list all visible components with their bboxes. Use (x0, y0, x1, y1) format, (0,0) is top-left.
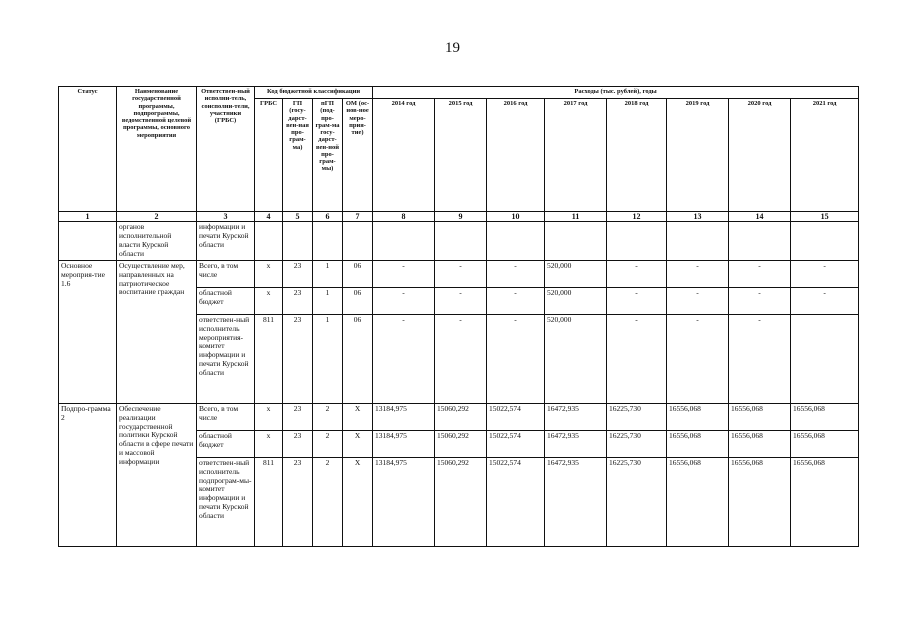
status-cell (59, 222, 117, 260)
value-cell: 13184,975 (373, 457, 435, 546)
value-cell: 13184,975 (373, 430, 435, 457)
om-cell: Х (343, 457, 373, 546)
column-number: 2 (117, 212, 197, 222)
gp-cell: 23 (283, 287, 313, 314)
header-om: ОМ (ос-нов-ное меро-прия-тие) (343, 99, 373, 212)
grbs-cell (255, 222, 283, 260)
column-number: 1 (59, 212, 117, 222)
pgp-cell: 2 (313, 430, 343, 457)
value-cell: - (373, 260, 435, 287)
value-cell: 15060,292 (435, 403, 487, 430)
gp-cell (283, 222, 313, 260)
value-cell: 15022,574 (487, 403, 545, 430)
gp-cell: 23 (283, 430, 313, 457)
value-cell: 16225,730 (607, 457, 667, 546)
value-cell: 16472,935 (545, 403, 607, 430)
header-expenses: Расходы (тыс. рублей), годы (373, 87, 859, 99)
pgp-cell: 1 (313, 314, 343, 403)
value-cell (791, 222, 859, 260)
value-cell (373, 222, 435, 260)
om-cell: 06 (343, 314, 373, 403)
column-number: 7 (343, 212, 373, 222)
value-cell: 16225,730 (607, 430, 667, 457)
value-cell: 16556,068 (791, 457, 859, 546)
value-cell: 520,000 (545, 314, 607, 403)
grbs-cell: х (255, 287, 283, 314)
column-number: 6 (313, 212, 343, 222)
header-grbs: ГРБС (255, 99, 283, 212)
header-budget-code: Код бюджетной классификации (255, 87, 373, 99)
om-cell: Х (343, 403, 373, 430)
header-year: 2021 год (791, 99, 859, 212)
grbs-cell: х (255, 260, 283, 287)
header-year: 2019 год (667, 99, 729, 212)
responsible-cell: Всего, в том числе (197, 403, 255, 430)
value-cell: - (487, 314, 545, 403)
om-cell: 06 (343, 260, 373, 287)
responsible-cell: Всего, в том числе (197, 260, 255, 287)
value-cell (435, 222, 487, 260)
header-year: 2015 год (435, 99, 487, 212)
value-cell: - (791, 287, 859, 314)
column-number: 3 (197, 212, 255, 222)
value-cell: - (729, 287, 791, 314)
value-cell: - (435, 260, 487, 287)
page-number: 19 (445, 40, 460, 56)
name-cell: органов исполнительной власти Курской области (117, 222, 197, 260)
budget-table (58, 86, 859, 547)
header-gp: ГП (госу-дарст-вен-ная про-грам-ма) (283, 99, 313, 212)
responsible-cell: областной бюджет (197, 430, 255, 457)
header-pgp: пГП (под-про-грам-ма госу-дарст-вен-ной про-грам-мы) (313, 99, 343, 212)
header-year: 2017 год (545, 99, 607, 212)
column-number: 10 (487, 212, 545, 222)
column-number: 5 (283, 212, 313, 222)
table-row (59, 403, 859, 430)
grbs-cell: 811 (255, 314, 283, 403)
pgp-cell: 2 (313, 457, 343, 546)
header-responsible: Ответствен-ный исполни-тель, соисполни-тели, участники (ГРБС) (197, 87, 255, 212)
value-cell: - (487, 287, 545, 314)
value-cell (791, 314, 859, 403)
header-year: 2016 год (487, 99, 545, 212)
header-year: 2020 год (729, 99, 791, 212)
value-cell: 16225,730 (607, 403, 667, 430)
value-cell: - (667, 314, 729, 403)
value-cell (667, 222, 729, 260)
status-cell: Основное мероприя-тие 1.6 (59, 260, 117, 403)
value-cell: 16556,068 (791, 403, 859, 430)
value-cell: - (607, 287, 667, 314)
value-cell: - (667, 260, 729, 287)
value-cell (545, 222, 607, 260)
value-cell: - (607, 260, 667, 287)
table-row (59, 260, 859, 287)
value-cell: 520,000 (545, 260, 607, 287)
column-number: 13 (667, 212, 729, 222)
column-number: 4 (255, 212, 283, 222)
om-cell: Х (343, 430, 373, 457)
responsible-cell: ответствен-ный исполнитель мероприятия-комитет информации и печати Курской области (197, 314, 255, 403)
value-cell (729, 222, 791, 260)
value-cell: - (435, 287, 487, 314)
value-cell (607, 222, 667, 260)
value-cell: 16556,068 (667, 457, 729, 546)
value-cell: 16556,068 (667, 403, 729, 430)
gp-cell: 23 (283, 260, 313, 287)
value-cell: 16472,935 (545, 457, 607, 546)
column-number: 12 (607, 212, 667, 222)
responsible-cell: ответствен-ный исполнитель подпрограм-мы-комитет информации и печати Курской области (197, 457, 255, 546)
value-cell: - (729, 260, 791, 287)
column-number: 14 (729, 212, 791, 222)
pgp-cell: 2 (313, 403, 343, 430)
pgp-cell: 1 (313, 287, 343, 314)
value-cell: 16472,935 (545, 430, 607, 457)
value-cell: 16556,068 (791, 430, 859, 457)
grbs-cell: 811 (255, 457, 283, 546)
value-cell: 15060,292 (435, 430, 487, 457)
value-cell: 16556,068 (729, 403, 791, 430)
responsible-cell: областной бюджет (197, 287, 255, 314)
om-cell: 06 (343, 287, 373, 314)
name-cell: Осуществление мер, направленных на патриотическое воспитание граждан (117, 260, 197, 403)
column-number: 9 (435, 212, 487, 222)
gp-cell: 23 (283, 457, 313, 546)
value-cell: 520,000 (545, 287, 607, 314)
status-cell: Подпро-грамма 2 (59, 403, 117, 546)
value-cell: 15022,574 (487, 457, 545, 546)
value-cell: 13184,975 (373, 403, 435, 430)
column-number: 11 (545, 212, 607, 222)
responsible-cell: информации и печати Курской области (197, 222, 255, 260)
value-cell: 16556,068 (667, 430, 729, 457)
header-year: 2018 год (607, 99, 667, 212)
pgp-cell (313, 222, 343, 260)
value-cell: - (791, 260, 859, 287)
gp-cell: 23 (283, 403, 313, 430)
value-cell (487, 222, 545, 260)
table-row (59, 222, 859, 260)
value-cell: 15022,574 (487, 430, 545, 457)
value-cell: 16556,068 (729, 457, 791, 546)
grbs-cell: х (255, 430, 283, 457)
header-year: 2014 год (373, 99, 435, 212)
header-name: Наименование государственной программы, подпрограммы, ведомственной целевой программы, основного мероприятия (117, 87, 197, 212)
value-cell: - (373, 287, 435, 314)
value-cell: - (435, 314, 487, 403)
value-cell: 16556,068 (729, 430, 791, 457)
pgp-cell: 1 (313, 260, 343, 287)
gp-cell: 23 (283, 314, 313, 403)
om-cell (343, 222, 373, 260)
grbs-cell: х (255, 403, 283, 430)
column-number-row (59, 212, 859, 222)
value-cell: - (667, 287, 729, 314)
column-number: 8 (373, 212, 435, 222)
header-row-1 (59, 87, 859, 99)
value-cell: - (487, 260, 545, 287)
name-cell: Обеспечение реализации государственной политики Курской области в сфере печати и массовой информации (117, 403, 197, 546)
value-cell: 15060,292 (435, 457, 487, 546)
value-cell: - (373, 314, 435, 403)
header-status: Статус (59, 87, 117, 212)
column-number: 15 (791, 212, 859, 222)
value-cell: - (729, 314, 791, 403)
value-cell: - (607, 314, 667, 403)
